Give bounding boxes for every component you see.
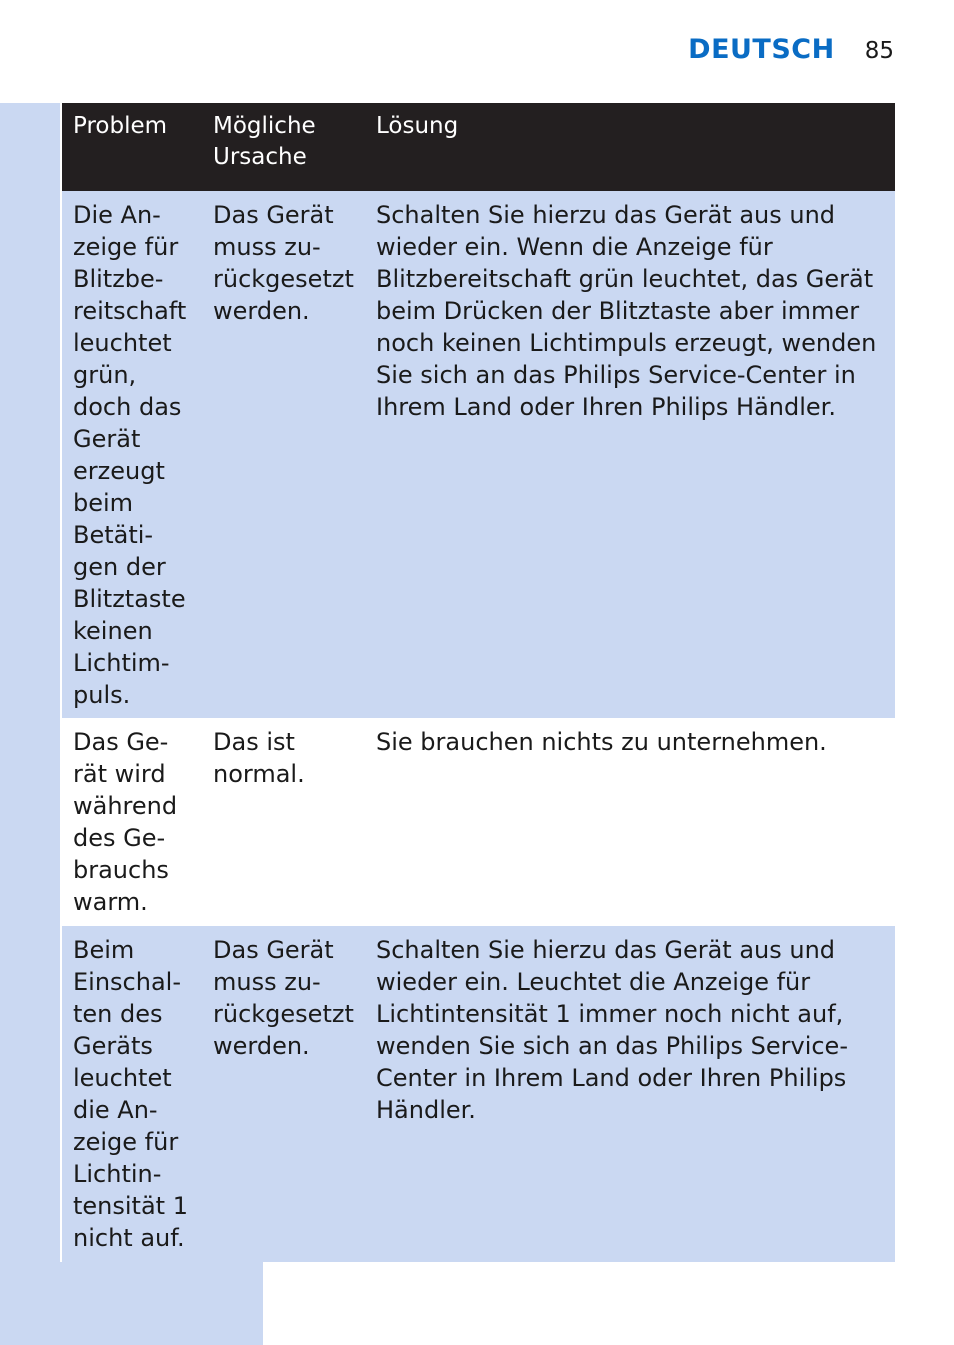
troubleshooting-table	[62, 103, 895, 1262]
table-row	[62, 191, 895, 718]
table-row	[62, 926, 895, 1262]
column-header-cause: Mögliche Ursache	[213, 113, 316, 170]
solution-cell: Schalten Sie hierzu das Gerät aus und wieder ein. Wenn die Anzeige für Blitzbereitschaft grün leuchtet, das Gerät beim Drücken der Blitztaste aber immer noch keinen Lichtimpuls erzeugt, wenden Sie sich an das Philips Service-Center in Ihrem Land oder Ihren Philips Händler.	[376, 201, 877, 421]
footer-color-block	[0, 1262, 263, 1345]
problem-cell: Die An- zeige für Blitzbe- reitschaft leuchtet grün, doch das Gerät erzeugt beim Betäti- gen der Blitztaste keinen Lichtim- puls.	[73, 201, 187, 709]
problem-cell: Das Ge- rät wird während des Ge- brauchs warm.	[73, 728, 178, 916]
column-header-problem: Problem	[73, 113, 168, 139]
page-header	[688, 34, 894, 65]
problem-cell: Beim Einschal- ten des Geräts leuchtet die An- zeige für Lichtin- tensität 1 nicht auf.	[73, 936, 188, 1252]
language-title: DEUTSCH	[688, 34, 835, 65]
solution-cell: Schalten Sie hierzu das Gerät aus und wieder ein. Leuchtet die Anzeige für Lichtintensität 1 immer noch nicht auf, wenden Sie sich an das Philips Service-Center in Ihrem Land oder Ihren Philips Händler.	[376, 936, 848, 1124]
cause-cell: Das Gerät muss zu- rückgesetzt werden.	[213, 201, 354, 325]
table-row	[62, 718, 895, 926]
side-color-band	[0, 103, 60, 1345]
solution-cell: Sie brauchen nichts zu unternehmen.	[376, 728, 827, 756]
page-number: 85	[864, 38, 894, 64]
cause-cell: Das Gerät muss zu- rückgesetzt werden.	[213, 936, 354, 1060]
table-header-row	[62, 103, 895, 191]
column-header-solution: Lösung	[376, 113, 459, 139]
cause-cell: Das ist normal.	[213, 728, 305, 788]
